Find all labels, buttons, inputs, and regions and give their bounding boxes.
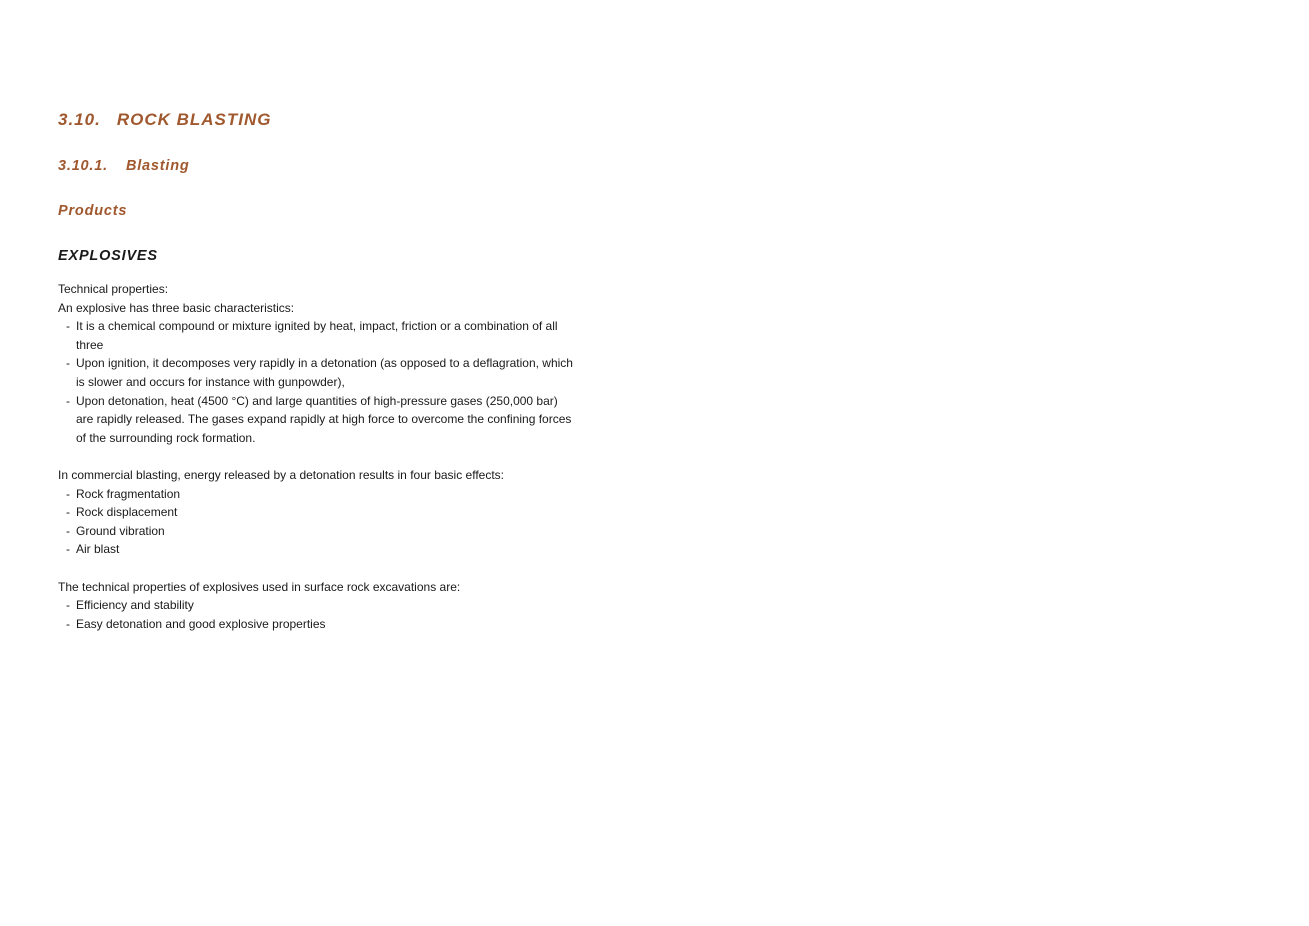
- list-item: - Upon ignition, it decomposes very rapidly in a detonation (as opposed to a deflagration, which is slower and occurs for instance with gunpowder),: [66, 356, 573, 389]
- explosives-heading: EXPLOSIVES: [58, 248, 158, 264]
- section-heading: [58, 110, 271, 130]
- subsection-title: Blasting: [125, 158, 190, 174]
- list-item: - Rock displacement: [66, 505, 178, 520]
- technical-properties-label: Technical properties:: [58, 282, 169, 296]
- effects-list: [58, 485, 578, 559]
- characteristics-intro: An explosive has three basic characteristics:: [58, 300, 295, 315]
- products-heading: Products: [58, 203, 128, 219]
- list-item: - It is a chemical compound or mixture ignited by heat, impact, friction or a combination of all three: [66, 319, 558, 352]
- section-number: 3.10.: [58, 110, 101, 129]
- characteristics-list: [58, 317, 578, 447]
- effects-intro: In commercial blasting, energy released by a detonation results in four basic effects:: [58, 467, 505, 482]
- properties-list: [58, 596, 578, 633]
- properties-intro: The technical properties of explosives used in surface rock excavations are:: [58, 579, 461, 594]
- list-item: - Efficiency and stability: [66, 598, 194, 613]
- list-item: - Air blast: [66, 542, 120, 557]
- list-item: - Easy detonation and good explosive properties: [66, 616, 326, 631]
- section-title: ROCK BLASTING: [116, 110, 272, 129]
- subsection-number: 3.10.1.: [58, 158, 108, 174]
- list-item: - Upon detonation, heat (4500 °C) and large quantities of high-pressure gases (250,000 bar) are rapidly released. The gases expand rapidly at high force to overcome the confining forces of the surrounding rock formation.: [66, 393, 572, 445]
- list-item: - Rock fragmentation: [66, 486, 181, 501]
- list-item: - Ground vibration: [66, 523, 165, 538]
- body-text: [58, 280, 578, 633]
- subsection-heading: [58, 158, 190, 174]
